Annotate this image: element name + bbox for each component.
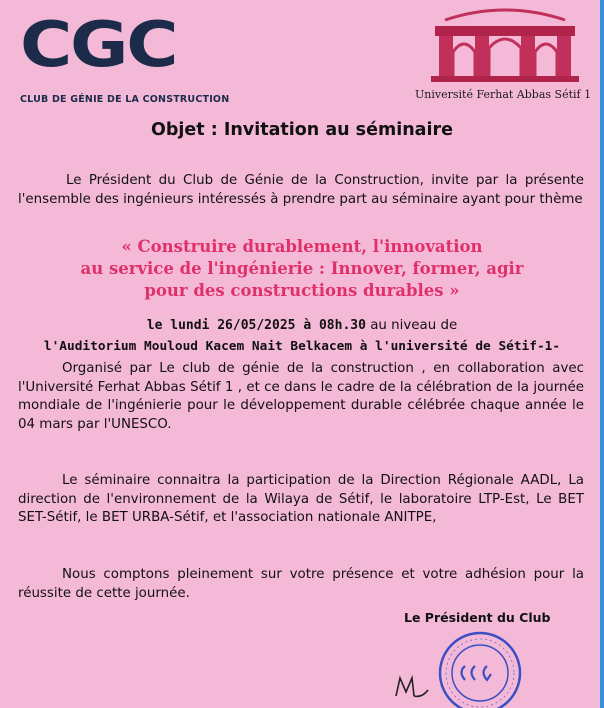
closing-paragraph: Nous comptons pleinement sur votre présence et votre adhésion pour la réussite de cette journée. bbox=[18, 567, 584, 601]
cgc-logo-letters: CGC bbox=[20, 8, 177, 81]
seminar-venue: l'Auditorium Mouloud Kacem Nait Belkacem à l'université de Sétif-1- bbox=[43, 339, 561, 354]
seminar-date: le lundi 26/05/2025 à 08h.30 bbox=[146, 318, 366, 333]
page-edge bbox=[600, 0, 604, 708]
seminar-theme bbox=[0, 236, 604, 302]
signature-title: Le Président du Club bbox=[404, 610, 551, 625]
university-arch-icon bbox=[425, 6, 585, 86]
club-stamp-icon bbox=[425, 628, 535, 708]
theme-line-1: « Construire durablement, l'innovation bbox=[121, 237, 483, 256]
university-name: Université Ferhat Abbas Sétif 1 bbox=[415, 88, 592, 101]
theme-line-3: pour des constructions durables » bbox=[144, 281, 460, 300]
date-line bbox=[0, 318, 604, 333]
cgc-logo-subtitle: CLUB DE GÉNIE DE LA CONSTRUCTION bbox=[20, 94, 230, 105]
date-suffix: au niveau de bbox=[365, 318, 458, 333]
cgc-logo bbox=[20, 8, 242, 105]
handwritten-signature-icon bbox=[392, 672, 432, 702]
intro-paragraph: Le Président du Club de Génie de la Construction, invite par la présente l'ensemble des ingénieurs intéressés à prendre part au séminaire ayant pour thème bbox=[18, 173, 584, 207]
theme-line-2: au service de l'ingénierie : Innover, former, agir bbox=[80, 259, 524, 278]
organisation-paragraph: Organisé par Le club de génie de la construction , en collaboration avec l'Université Ferhat Abbas Sétif 1 , et ce dans le cadre de la célébration de la journée mondiale de l'ingénierie pour le développement durable célébrée chaque année le 04 mars par l'UNESCO. bbox=[18, 361, 584, 432]
university-logo bbox=[415, 6, 595, 102]
document-subject: Objet : Invitation au séminaire bbox=[151, 120, 453, 140]
participation-paragraph: Le séminaire connaitra la participation de la Direction Régionale AADL, La direction de l'environnement de la Wilaya de Sétif, le laboratoire LTP-Est, Le BET SET-Sétif, le BET URBA-Sétif, et l'association nationale ANITPE, bbox=[18, 473, 584, 525]
